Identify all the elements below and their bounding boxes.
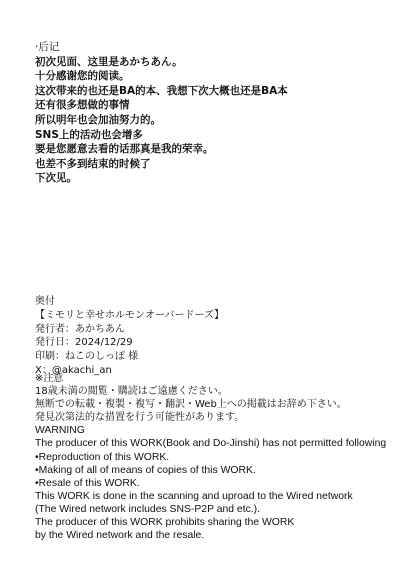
afterword-line: 下次见。 [35, 172, 77, 185]
notice-jp-line: 無断での転載・複製・複写・翻訳・Web上への掲載はお辞め下さい。 [35, 399, 347, 411]
notice-section [35, 372, 387, 542]
publish-date-line: 発行日：2024/12/29 [35, 337, 133, 349]
afterword-line: 这次带来的也还是BA的本、我想下次大概也还是BA本 [35, 84, 288, 97]
warning-heading: WARNING [35, 425, 85, 437]
warning-line: •Reproduction of this WORK. [35, 451, 170, 463]
warning-line: •Making of all of means of copies of this WORK. [35, 464, 256, 476]
afterword-line: SNS上的活动也会增多 [35, 128, 143, 141]
printer-line: 印刷：ねこのしっぽ 様 [35, 351, 139, 363]
warning-line: •Resale of this WORK. [35, 477, 140, 489]
warning-line: The producer of this WORK prohibits sharing the WORK [35, 517, 295, 529]
afterword-heading: ·后记 [35, 41, 60, 53]
afterword-line: 十分感谢您的阅读。 [35, 70, 130, 83]
afterword-line: 还有很多想做的事情 [35, 99, 130, 112]
afterword-line: 初次见面、这里是あかちあん。 [35, 55, 183, 68]
colophon-section [35, 295, 375, 378]
x-account-line: X：@akachi_an [35, 364, 112, 376]
colophon-heading: 奥付 [35, 296, 55, 307]
publisher-line: 発行者：あかちあん [35, 323, 125, 335]
notice-jp-line: 発見次第法的な措置を行う可能性があります。 [35, 412, 245, 424]
afterword-line: 也差不多到结束的时候了 [35, 157, 151, 170]
notice-jp-line: 18歳未満の閲覧・購読はご遠慮ください。 [35, 386, 228, 398]
warning-line: The producer of this WORK(Book and Do-Jinshi) has not permitted following [35, 438, 387, 450]
notice-heading: ※注意 [35, 373, 64, 384]
warning-line: by the Wired network and the resale. [35, 530, 205, 542]
afterword-line: 要是您愿意去看的话那真是我的荣幸。 [35, 143, 214, 156]
afterword-section [35, 40, 375, 186]
book-title: 【ミモリと幸せホルモンオーバードーズ】 [35, 309, 224, 321]
warning-line: This WORK is done in the scanning and uproad to the Wired network [35, 490, 353, 502]
warning-line: (The Wired network includes SNS-P2P and etc.). [35, 503, 261, 515]
afterword-line: 所以明年也会加油努力的。 [35, 113, 161, 126]
